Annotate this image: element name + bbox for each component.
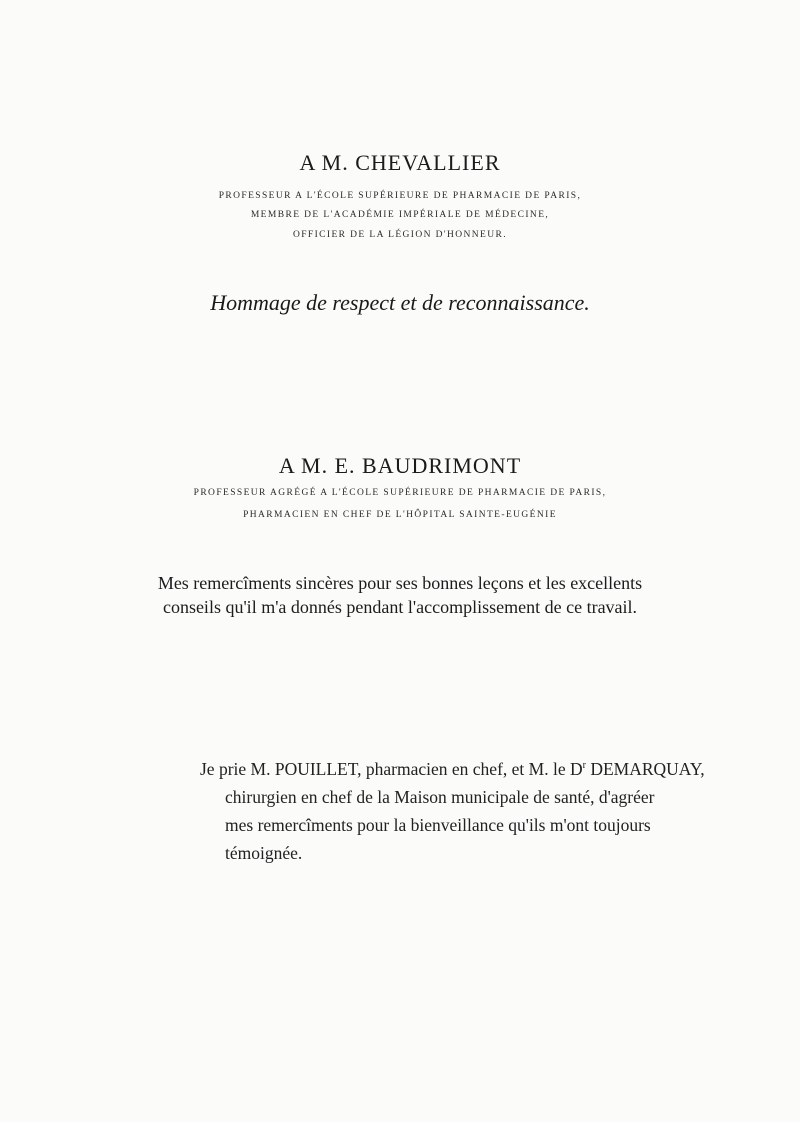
dedication-title-baudrimont: A M. E. BAUDRIMONT bbox=[278, 453, 522, 478]
dedication-line: PROFESSEUR AGRÉGÉ A L'ÉCOLE SUPÉRIEURE DE PHARMACIE DE PARIS, bbox=[193, 488, 607, 498]
closing-line: témoignée. bbox=[225, 842, 303, 863]
dedication-line: PHARMACIEN EN CHEF DE L'HÔPITAL SAINTE-EUGÉNIE bbox=[243, 510, 557, 520]
closing-line: mes remercîments pour la bienveillance qu'ils m'ont toujours bbox=[225, 814, 651, 835]
dedication-line: PROFESSEUR A L'ÉCOLE SUPÉRIEURE DE PHARMACIE DE PARIS, bbox=[218, 191, 582, 201]
dedication-title-chevallier: A M. CHEVALLIER bbox=[299, 150, 501, 175]
dedication-line: OFFICIER DE LA LÉGION D'HONNEUR. bbox=[292, 230, 508, 240]
closing-paragraph bbox=[200, 752, 705, 867]
tribute-line: Hommage de respect et de reconnaissance. bbox=[210, 290, 590, 315]
thanks-line: Mes remercîments sincères pour ses bonnes leçons et les excellents bbox=[157, 573, 643, 593]
closing-line: Je prie M. POUILLET, pharmacien en chef, et M. le $D^r$ DEMARQUAY, bbox=[200, 758, 705, 779]
thanks-line: conseils qu'il m'a donnés pendant l'accomplissement de ce travail. bbox=[162, 597, 638, 617]
closing-line: chirurgien en chef de la Maison municipale de santé, d'agréer bbox=[225, 786, 655, 807]
dedication-line: MEMBRE DE L'ACADÉMIE IMPÉRIALE DE MÉDECINE, bbox=[250, 210, 550, 220]
